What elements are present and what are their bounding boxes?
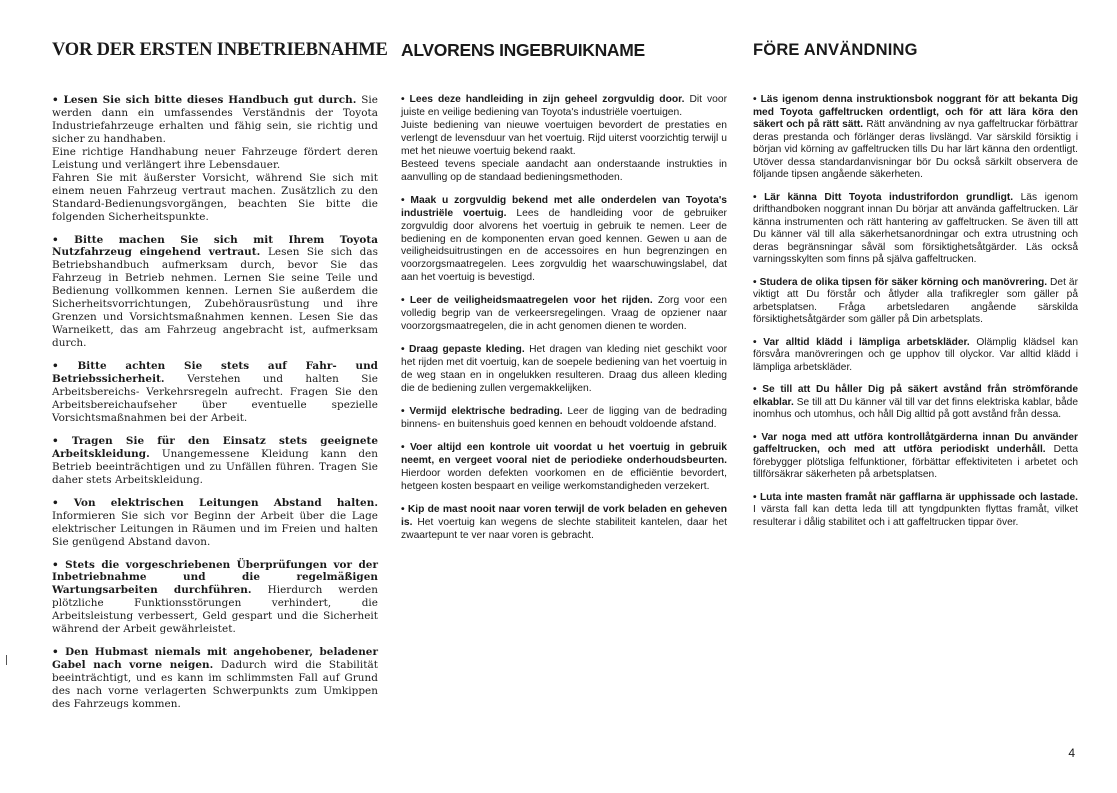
section-text: Juiste bediening van nieuwe voertuigen bevordert de prestaties en verlengt de levensduur van het voertuig. Rijd uiterst voorzichtig terwijl u met het nieuwe voertuig bekend raakt. [401,119,727,157]
column-german [52,40,388,721]
column-swedish [753,40,1078,539]
german-heading: VOR DER ERSTEN INBETRIEBNAHME [52,40,388,60]
dutch-sections [401,94,727,543]
section [401,94,727,185]
section-text: Sie werden dann ein umfassendes Verständnis der Toyota Industriefahrzeuge erhalten und fähig sein, sie richtig und sicher zu handhaben. [52,94,378,145]
german-sections [52,94,378,711]
section [753,384,1078,422]
section [401,406,727,432]
section-lead: • Draag gepaste kleding. [401,344,530,356]
section [753,492,1078,530]
section-text: Det är viktigt att Du förstår och åtlyder alla trafikregler som gäller på arbetsplatsen. Fråga arbetsledaren angående särskilda försiktighetsåtgärder som gäller på Din arbetsplats. [753,276,1078,325]
section [753,432,1078,482]
section [753,277,1078,327]
section-lead: • Läs igenom denna instruktionsbok noggrant för att bekanta Dig med Toyota gaffeltrucken ordentligt, och för att lära köra den säkert och på rätt sätt. [753,94,1078,130]
section-text: Lees de handleiding voor de gebruiker zorgvuldig door alvorens het voertuig in gebruik te nemen. Leer de bediening en de komponenten ervan goed kennen. Gewen u aan de veiligheidsuitrustingen en de accessoires en hun begrenzingen en voorzorgsmaatregelen. Lees zorgvuldig het waarschuwingslabel, dat aan het voertuig is bevestigd. [401,207,727,284]
section-lead: • Luta inte masten framåt när gafflarna är upphissade och lastade. [753,491,1078,503]
section [753,192,1078,267]
section-lead: • Se till att Du håller Dig på säkert avstånd från strömförande elkablar. [753,384,1078,408]
swedish-heading: FÖRE ANVÄNDNING [753,41,918,59]
section-text: Rätt användning av nya gaffeltruckar förbättrar deras prestanda och förlänger deras livslängd. Var särskild försiktig i början vid körning av gaffeltrucken tills Du har lärt känna den ordentligt. Utöver dessa standardanvisningar bör Du också särkilt observera de följande tipsen angående säkerheten. [753,119,1078,180]
section-text: Verstehen und halten Sie Arbeitsbereichs- Verkehrsregeln aufrecht. Fragen Sie den Arbeitsbereichaufseher über eventuelle spezielle Vorsichtsmaßnahmen bei der Arbeit. [52,373,378,424]
section [52,360,378,425]
section-lead: • Bitte machen Sie sich mit Ihrem Toyota Nutzfahrzeug eingehend vertraut. [52,233,378,259]
section-text: Eine richtige Handhabung neuer Fahrzeuge fördert deren Leistung und verlängert ihre Lebensdauer. [52,145,378,171]
section-text: Het dragen van kleding niet geschikt voor het rijden met dit voertuig, kan de soepele bediening van het voertuig in de weg staan en in ongelukken resulteren. Draag dus alleen kleding die de bediening zullen vergemakkelijken. [401,344,727,395]
section-lead: • Kip de mast nooit naar voren terwijl de vork beladen en geheven is. [401,503,727,528]
section-text: Het voertuig kan wegens de slechte stabiliteit kantelen, daar het zwaartepunt te ver naar voren is gebracht. [401,516,727,541]
section [401,344,727,396]
section-text: Läs igenom drifthandboken noggrant innan Du börjar att använda gaffeltrucken. Lär känna instrumenten och rätt hantering av gaffeltrucken. Se även till att Du känner väl till alla säkerhetsanordningar och extra utrustning och deras begränsningar såväl som försiktighetsåtgärder. Läs också varningsskylten som finns på själva gaffeltrucken. [753,191,1078,265]
section [52,234,378,351]
section-text: Se till att Du känner väl till var det finns elektriska kablar, både inomhus och utomhus, och håll Dig alltid på gott avstånd från dessa. [753,396,1078,420]
margin-mark [6,655,7,665]
section-text: Fahren Sie mit äußerster Vorsicht, während Sie sich mit einem neuen Fahrzeug vertraut machen. Zusätzlich zu den Standard-Bedienungsvorgängen, beachten Sie bitte die folgenden Sicherheitspunkte. [52,171,378,223]
section-text: Detta förebygger plötsliga felfunktioner, förbättar effektiviteten i arbetet och tillförsäkrar säkerheten på arbetsplatsen. [753,444,1078,480]
section [401,442,727,494]
section [401,195,727,286]
section-text: Hierdoor worden defekten voorkomen en de efficiëntie bevordert, hetgeen kosten bespaart en veilige werkomstandigheden verzekert. [401,467,727,492]
section-lead: • Var alltid klädd i lämpliga arbetskläder. [753,336,977,348]
section-lead: • Vermijd elektrische bedrading. [401,406,568,418]
section-lead: • Von elektrischen Leitungen Abstand halten. [52,496,378,509]
section [753,337,1078,375]
section-text: I värsta fall kan detta leda till att tyngdpunkten flyttas framåt, vilket resulterar i dålig stabilitet och i att gaffeltrucken tippar över. [753,504,1078,528]
dutch-heading: ALVORENS INGEBRUIKNAME [401,40,645,60]
column-dutch [401,40,727,553]
section-text: Informieren Sie sich vor Beginn der Arbeit über die Lage elektrischer Leitungen in Räumen und im Freien und halten Sie genügend Abstand davon. [52,509,378,548]
section [401,295,727,334]
section [401,504,727,543]
section-text: Olämplig klädsel kan försvåra manövreringen och ge upphov till olyckor. Var alltid klädd i lämpliga arbetskläder. [753,336,1079,373]
section [753,94,1078,182]
section-lead: • Bitte achten Sie stets auf Fahr- und Betriebssicherheit. [52,360,378,386]
section-text: Besteed tevens speciale aandacht aan onderstaande instrukties in aanvulling op de standaad bedieningsmethoden. [401,158,727,183]
section-lead: • Studera de olika tipsen för säker körning och manövrering. [753,276,1051,288]
section-text: Dit voor juiste en veilige bediening van Toyota's industriële voertuigen. [401,94,728,118]
section-text: Hierdurch werden plötzliche Funktionsstörungen verhindert, die Arbeitsleistung verbessert, Geld gespart und die Sicherheit während der Arbeit gewährleistet. [52,584,378,636]
section-lead: • Maak u zorgvuldig bekend met alle onderdelen van Toyota's industriële voertuig. [401,194,727,219]
section [52,435,378,487]
swedish-sections [753,94,1078,529]
section-text: Dadurch wird die Stabilität beeinträchtigt, und es kann im schlimmsten Fall auf Grund des nach vorne verlagerten Schwerpunkts zum Umkippen des Fahrzeugs kommen. [52,659,378,711]
section-text: Leer de ligging van de bedrading binnens- en buitenshuis goed kennen en behoudt voldoende afstand. [401,406,728,430]
section-text: Lesen Sie sich das Betriebshandbuch aufmerksam durch, bevor Sie das Fahrzeug in Betrieb nehmen. Lernen Sie seine Teile und Bedienung vollkommen kennen. Lernen Sie außerdem die Sicherheitsvorrichtungen, Zubehörausrüstung und ihre Grenzen und Vorsichtsmaßnahmen kennen. Lesen Sie das Warneikett, das am Fahrzeug angebracht ist, aufmerksam durch. [52,246,378,350]
section-lead: • Lär känna Ditt Toyota industrifordon grundligt. [753,191,1021,203]
section-text: Zorg voor een volledig begrip van de verkeersregelingen. Vraag de opziener naar voorzorgsmaatregelen, die in acht genomen dienen te worden. [401,295,727,333]
section [52,646,378,711]
section-lead: • Lees deze handleiding in zijn geheel zorgvuldig door. [401,94,690,105]
section [52,94,378,224]
section-lead: • Var noga med att utföra kontrollåtgärderna innan Du använder gaffeltrucken, och med att utföra periodiskt underhåll. [753,431,1078,455]
section-lead: • Lesen Sie sich bitte dieses Handbuch gut durch. [52,94,362,106]
section-lead: • Den Hubmast niemals mit angehobener, beladener Gabel nach vorne neigen. [52,646,378,672]
section-lead: • Voer altijd een kontrole uit voordat u het voertuig in gebruik neemt, en vergeet vooral niet de periodieke onderhoudsbeurten. [401,441,727,466]
section-lead: • Tragen Sie für den Einsatz stets geeignete Arbeitskleidung. [52,434,378,460]
section-lead: • Leer de veiligheidsmaatregelen voor het rijden. [401,295,659,307]
section-lead: • Stets die vorgeschriebenen Überprüfungen vor der Inbetriebnahme und die regelmäßigen Wartungsarbeiten durchführen. [52,558,378,597]
section-text: Unangemessene Kleidung kann den Betrieb beeinträchtigen und zu Unfällen führen. Tragen Sie daher stets Arbeitskleidung. [52,447,378,486]
section [52,559,378,637]
page-number: 4 [1068,746,1075,760]
section [52,497,378,549]
